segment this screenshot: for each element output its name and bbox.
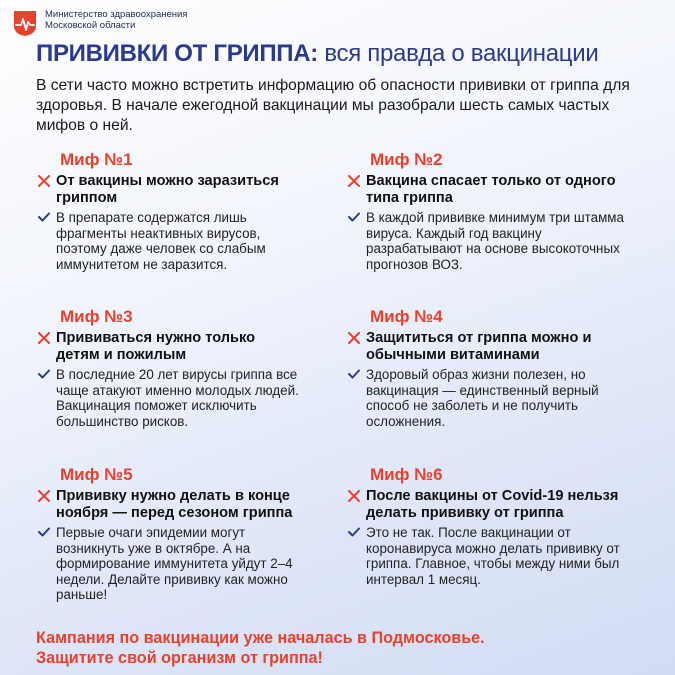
myth-claim: От вакцины можно заразиться гриппом	[56, 173, 279, 206]
myth-card-1	[36, 150, 316, 272]
myth-fact: Здоровый образ жизни полезен, но вакцинация — единственный верный способ не заболеть и не получить осложнения.	[366, 367, 599, 429]
cross-icon	[36, 330, 56, 346]
title-subtitle: вся правда о вакцинации	[317, 40, 599, 67]
check-icon	[346, 525, 366, 541]
call-to-action-line2: Защитите свой организм от гриппа!	[36, 649, 323, 667]
myth-title: Миф №4	[370, 307, 443, 326]
ministry-name-line2: Московской области	[45, 20, 136, 31]
check-icon	[346, 367, 366, 383]
cross-icon	[346, 330, 366, 346]
myth-fact: Это не так. После вакцинации от коронавируса можно делать прививку от гриппа. Главное, чтобы между ними был интервал 1 месяц.	[366, 525, 620, 587]
myth-claim: Прививаться нужно только детям и пожилым	[56, 330, 256, 363]
cross-icon	[346, 173, 366, 189]
myth-claim: Защититься от гриппа можно и обычными витаминами	[366, 330, 592, 363]
myth-fact: В каждой прививке минимум три штамма вируса. Каждый год вакцину разрабатывают на основе высокоточных прогнозов ВОЗ.	[366, 210, 624, 272]
check-icon	[36, 367, 56, 383]
myth-card-2	[346, 150, 626, 272]
ministry-name	[45, 9, 188, 31]
myth-title: Миф №6	[370, 465, 443, 484]
myth-fact: В последние 20 лет вирусы гриппа все чаще атакуют именно молодых людей. Вакцинация поможет исключить большинство рисков.	[56, 367, 299, 429]
title-main: ПРИВИВКИ ОТ ГРИППА:	[36, 40, 318, 67]
myth-card-5	[36, 465, 316, 603]
cross-icon	[36, 173, 56, 189]
moscow-region-emblem-icon	[12, 9, 38, 37]
myth-title: Миф №2	[370, 150, 443, 169]
cross-icon	[346, 488, 366, 504]
check-icon	[346, 210, 366, 226]
check-icon	[36, 525, 56, 541]
myth-card-6	[346, 465, 626, 587]
call-to-action-line1: Кампания по вакцинации уже началась в Подмосковье.	[36, 629, 485, 647]
ministry-logo	[12, 9, 188, 37]
myth-fact: В препарате содержатся лишь фрагменты неактивных вирусов, поэтому даже человек со слабым иммунитетом не заразится.	[56, 210, 266, 272]
myth-title: Миф №1	[60, 150, 133, 169]
call-to-action	[36, 628, 485, 668]
ministry-name-line1: Министерство здравоохранения	[45, 9, 188, 20]
myth-claim: Вакцина спасает только от одного типа гриппа	[366, 173, 616, 206]
cross-icon	[36, 488, 56, 504]
myth-claim: Прививку нужно делать в конце ноября — перед сезоном гриппа	[56, 488, 293, 521]
myth-title: Миф №5	[60, 465, 133, 484]
intro-paragraph: В сети часто можно встретить информацию об опасности прививки от гриппа для здоровья. В начале ежегодной вакцинации мы разобрали шесть самых частых мифов о ней.	[36, 77, 630, 134]
page-title	[36, 40, 598, 68]
check-icon	[36, 210, 56, 226]
myth-card-3	[36, 307, 316, 429]
myth-card-4	[346, 307, 626, 429]
myth-fact: Первые очаги эпидемии могут возникнуть уже в октябре. А на формирование иммунитета уйдут 2–4 недели. Делайте прививку как можно раньше!	[56, 525, 293, 602]
myth-claim: После вакцины от Covid-19 нельзя делать прививку от гриппа	[366, 488, 619, 521]
myth-title: Миф №3	[60, 307, 133, 326]
